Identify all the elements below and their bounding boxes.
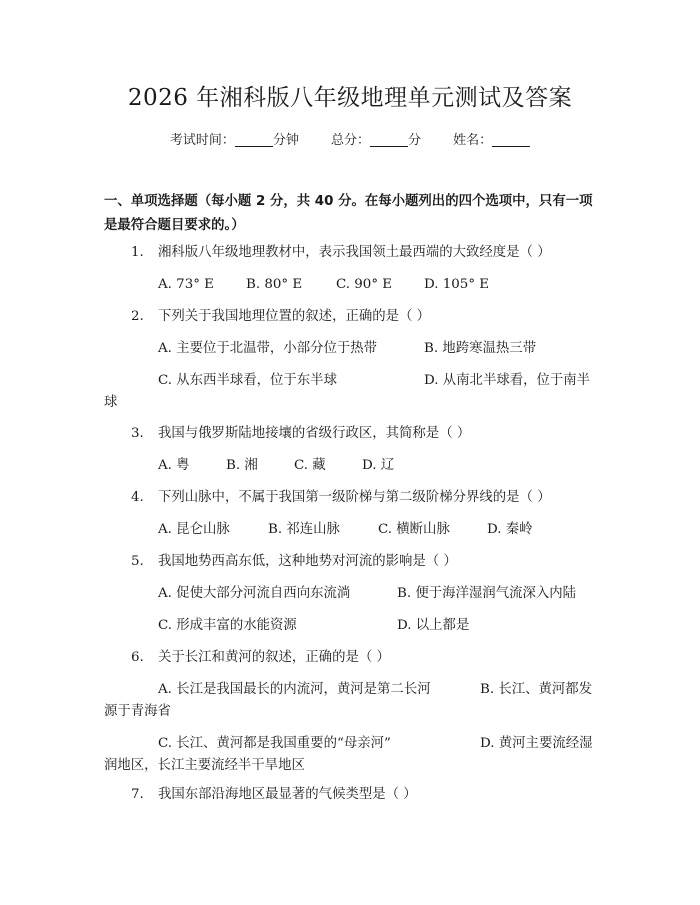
question-text: 我国地势西高东低，这种地势对河流的影响是（ ） — [158, 554, 457, 569]
question-number: 6. — [131, 650, 144, 665]
option-c[interactable]: C. 从东西半球看，位于东半球 — [158, 373, 337, 388]
student-name-field — [453, 131, 530, 151]
question-text: 湘科版八年级地理教材中，表示我国领土最西端的大致经度是（ ） — [158, 245, 551, 260]
option-a[interactable]: A. 昆仑山脉 — [158, 522, 230, 537]
option-d[interactable]: D. 黄河主要流经湿 — [480, 736, 593, 751]
option-b[interactable]: B. 祁连山脉 — [268, 522, 340, 537]
option-a[interactable]: A. 73° E — [158, 277, 214, 292]
question-text: 关于长江和黄河的叙述，正确的是（ ） — [158, 650, 390, 665]
section-heading-line1: 一、单项选择题（每小题 2 分，共 40 分。在每小题列出的四个选项中，只有一项 — [104, 194, 593, 209]
option-d[interactable]: D. 以上都是 — [397, 618, 470, 633]
question-text: 我国东部沿海地区最显著的气候类型是（ ） — [158, 787, 417, 802]
option-b[interactable]: B. 长江、黄河都发 — [480, 682, 593, 697]
question-number: 7. — [131, 787, 144, 802]
question-text: 下列关于我国地理位置的叙述，正确的是（ ） — [158, 309, 431, 324]
exam-meta — [0, 131, 700, 151]
option-a[interactable]: A. 促使大部分河流自西向东流淌 — [158, 586, 351, 601]
question-1 — [131, 243, 551, 263]
question-5 — [131, 552, 457, 572]
question-2 — [131, 307, 430, 327]
exam-time-field — [170, 131, 299, 151]
option-d[interactable]: D. 辽 — [362, 458, 395, 473]
option-b[interactable]: B. 便于海洋湿润气流深入内陆 — [397, 586, 577, 601]
option-d-continuation: 球 — [104, 395, 118, 410]
section-heading — [104, 190, 604, 238]
question-3 — [131, 424, 470, 444]
question-number: 4. — [131, 490, 144, 505]
option-a[interactable]: A. 粤 — [158, 458, 190, 473]
question-number: 1. — [131, 245, 144, 260]
student-name-blank[interactable] — [492, 132, 530, 147]
option-c[interactable]: C. 藏 — [294, 458, 326, 473]
question-7 — [131, 785, 417, 805]
page-title: 2026 年湘科版八年级地理单元测试及答案 — [127, 85, 573, 111]
exam-time-label: 考试时间： — [169, 133, 235, 148]
option-a[interactable]: A. 主要位于北温带，小部分位于热带 — [158, 341, 378, 356]
question-number: 5. — [131, 554, 144, 569]
total-score-label: 总分： — [330, 133, 370, 148]
option-c[interactable]: C. 横断山脉 — [378, 522, 450, 537]
question-6 — [131, 648, 390, 668]
option-d[interactable]: D. 105° E — [424, 277, 490, 292]
option-d-continuation: 润地区，长江主要流经半干旱地区 — [104, 758, 305, 773]
section-heading-line2: 是最符合题目要求的。） — [104, 218, 245, 233]
total-score-unit: 分 — [408, 133, 422, 148]
question-number: 3. — [131, 426, 144, 441]
question-text: 下列山脉中，不属于我国第一级阶梯与第二级阶梯分界线的是（ ） — [158, 490, 551, 505]
question-text: 我国与俄罗斯陆地接壤的省级行政区，其简称是（ ） — [158, 426, 471, 441]
option-d[interactable]: D. 秦岭 — [487, 522, 533, 537]
option-a[interactable]: A. 长江是我国最长的内流河，黄河是第二长河 — [158, 682, 431, 697]
option-b[interactable]: B. 湘 — [226, 458, 258, 473]
option-d[interactable]: D. 从南北半球看，位于南半 — [424, 373, 591, 388]
student-name-label: 姓名： — [453, 133, 493, 148]
option-c[interactable]: C. 形成丰富的水能资源 — [158, 618, 297, 633]
total-score-field — [331, 131, 421, 151]
exam-time-blank[interactable] — [235, 132, 273, 147]
question-number: 2. — [131, 309, 144, 324]
option-b[interactable]: B. 80° E — [246, 277, 303, 292]
option-b-continuation: 源于青海省 — [104, 704, 171, 719]
total-score-blank[interactable] — [370, 132, 408, 147]
option-c[interactable]: C. 长江、黄河都是我国重要的“母亲河” — [158, 736, 391, 751]
exam-time-unit: 分钟 — [272, 133, 299, 148]
option-b[interactable]: B. 地跨寒温热三带 — [424, 341, 537, 356]
option-c[interactable]: C. 90° E — [336, 277, 393, 292]
question-4 — [131, 488, 551, 508]
